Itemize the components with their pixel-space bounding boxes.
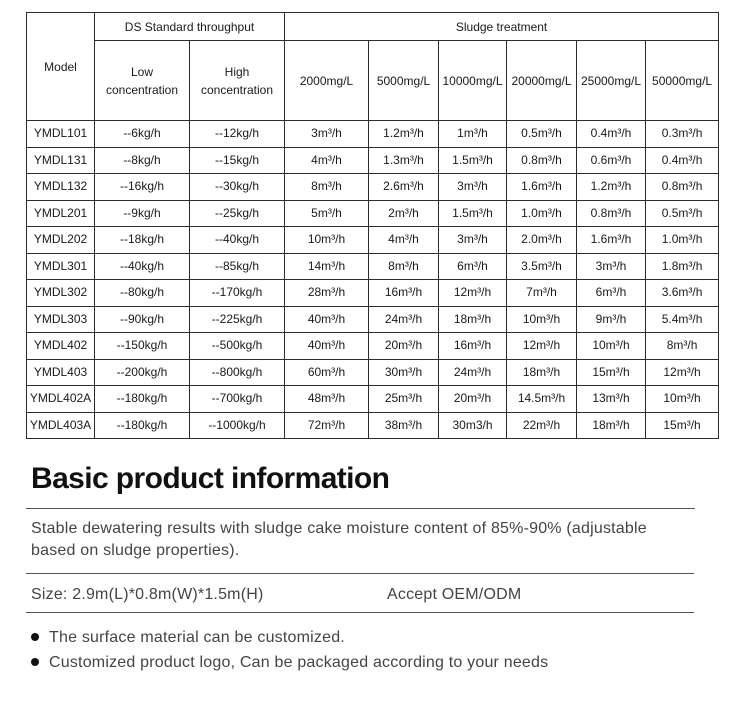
value-cell: 12m³/h — [507, 333, 577, 360]
value-cell: 1m³/h — [439, 121, 507, 148]
model-cell: YMDL402A — [27, 386, 95, 413]
value-cell: 13m³/h — [577, 386, 646, 413]
model-cell: YMDL302 — [27, 280, 95, 307]
table-row — [27, 121, 719, 148]
model-cell: YMDL201 — [27, 200, 95, 227]
value-cell: 10m³/h — [646, 386, 719, 413]
sludge-concentration-header: 5000mg/L — [369, 41, 439, 121]
value-cell: 10m³/h — [577, 333, 646, 360]
table-row — [27, 200, 719, 227]
value-cell: 7m³/h — [507, 280, 577, 307]
value-cell: 1.6m³/h — [507, 174, 577, 201]
spec-divider — [26, 612, 694, 613]
subheader-row — [27, 41, 719, 121]
feature-text: The surface material can be customized. — [49, 629, 345, 646]
value-cell: 4m³/h — [369, 227, 439, 254]
value-cell: 0.5m³/h — [646, 200, 719, 227]
value-cell: 0.8m³/h — [646, 174, 719, 201]
value-cell: --225kg/h — [190, 306, 285, 333]
model-cell: YMDL131 — [27, 147, 95, 174]
model-cell: YMDL301 — [27, 253, 95, 280]
value-cell: 20m³/h — [439, 386, 507, 413]
table-row — [27, 280, 719, 307]
value-cell: 1.3m³/h — [369, 147, 439, 174]
feature-item — [31, 650, 548, 675]
table-row — [27, 306, 719, 333]
model-header: Model — [27, 13, 95, 121]
value-cell: 15m³/h — [646, 412, 719, 439]
value-cell: 6m³/h — [577, 280, 646, 307]
table-row — [27, 412, 719, 439]
size-spec: Size: 2.9m(L)*0.8m(W)*1.5m(H) — [31, 586, 264, 603]
model-cell: YMDL403A — [27, 412, 95, 439]
table-row — [27, 386, 719, 413]
value-cell: --180kg/h — [95, 386, 190, 413]
value-cell: 28m³/h — [285, 280, 369, 307]
spec-table — [26, 12, 719, 439]
value-cell: 3m³/h — [439, 174, 507, 201]
table-row — [27, 253, 719, 280]
value-cell: 9m³/h — [577, 306, 646, 333]
description-text: Stable dewatering results with sludge cake moisture content of 85%-90% (adjustable based on sludge properties). — [31, 520, 647, 559]
value-cell: 40m³/h — [285, 333, 369, 360]
value-cell: 1.2m³/h — [369, 121, 439, 148]
ds-subheader: High concentration — [190, 41, 285, 121]
model-cell: YMDL303 — [27, 306, 95, 333]
sludge-concentration-header: 2000mg/L — [285, 41, 369, 121]
value-cell: 14.5m³/h — [507, 386, 577, 413]
section-title: Basic product information — [31, 462, 390, 495]
value-cell: 1.2m³/h — [577, 174, 646, 201]
value-cell: --12kg/h — [190, 121, 285, 148]
value-cell: 3.5m³/h — [507, 253, 577, 280]
value-cell: 60m³/h — [285, 359, 369, 386]
value-cell: 2m³/h — [369, 200, 439, 227]
table-row — [27, 227, 719, 254]
value-cell: 3m³/h — [285, 121, 369, 148]
value-cell: 1.6m³/h — [577, 227, 646, 254]
model-cell: YMDL101 — [27, 121, 95, 148]
value-cell: 1.8m³/h — [646, 253, 719, 280]
value-cell: 3m³/h — [577, 253, 646, 280]
value-cell: 24m³/h — [369, 306, 439, 333]
value-cell: 1.5m³/h — [439, 200, 507, 227]
value-cell: 2.0m³/h — [507, 227, 577, 254]
sludge-concentration-header: 25000mg/L — [577, 41, 646, 121]
value-cell: --90kg/h — [95, 306, 190, 333]
bullet-icon — [31, 658, 39, 666]
title-divider — [26, 508, 695, 509]
sludge-concentration-header: 20000mg/L — [507, 41, 577, 121]
table-body — [27, 121, 719, 439]
feature-list — [31, 625, 548, 675]
value-cell: 12m³/h — [439, 280, 507, 307]
value-cell: 5m³/h — [285, 200, 369, 227]
value-cell: 18m³/h — [507, 359, 577, 386]
value-cell: --40kg/h — [95, 253, 190, 280]
value-cell: 16m³/h — [439, 333, 507, 360]
value-cell: 2.6m³/h — [369, 174, 439, 201]
model-cell: YMDL202 — [27, 227, 95, 254]
value-cell: --180kg/h — [95, 412, 190, 439]
value-cell: 10m³/h — [507, 306, 577, 333]
value-cell: 1.5m³/h — [439, 147, 507, 174]
value-cell: 3m³/h — [439, 227, 507, 254]
sludge-treatment-header: Sludge treatment — [285, 13, 719, 41]
value-cell: --9kg/h — [95, 200, 190, 227]
value-cell: 0.3m³/h — [646, 121, 719, 148]
description-divider — [26, 573, 694, 574]
value-cell: --500kg/h — [190, 333, 285, 360]
model-cell: YMDL402 — [27, 333, 95, 360]
value-cell: 4m³/h — [285, 147, 369, 174]
ds-throughput-header: DS Standard throughput — [95, 13, 285, 41]
value-cell: 8m³/h — [369, 253, 439, 280]
value-cell: --1000kg/h — [190, 412, 285, 439]
value-cell: 0.4m³/h — [646, 147, 719, 174]
value-cell: --15kg/h — [190, 147, 285, 174]
value-cell: --16kg/h — [95, 174, 190, 201]
value-cell: 0.4m³/h — [577, 121, 646, 148]
value-cell: --40kg/h — [190, 227, 285, 254]
table-row — [27, 174, 719, 201]
sludge-concentration-header: 10000mg/L — [439, 41, 507, 121]
value-cell: 38m³/h — [369, 412, 439, 439]
value-cell: --30kg/h — [190, 174, 285, 201]
value-cell: 0.8m³/h — [507, 147, 577, 174]
value-cell: 0.6m³/h — [577, 147, 646, 174]
value-cell: --170kg/h — [190, 280, 285, 307]
value-cell: 14m³/h — [285, 253, 369, 280]
value-cell: --200kg/h — [95, 359, 190, 386]
value-cell: 48m³/h — [285, 386, 369, 413]
value-cell: --18kg/h — [95, 227, 190, 254]
value-cell: 30m³/h — [369, 359, 439, 386]
value-cell: 5.4m³/h — [646, 306, 719, 333]
value-cell: --800kg/h — [190, 359, 285, 386]
sludge-concentration-header: 50000mg/L — [646, 41, 719, 121]
value-cell: 72m³/h — [285, 412, 369, 439]
value-cell: 15m³/h — [577, 359, 646, 386]
value-cell: 10m³/h — [285, 227, 369, 254]
value-cell: 24m³/h — [439, 359, 507, 386]
ds-subheader: Low concentration — [95, 41, 190, 121]
bullet-icon — [31, 633, 39, 641]
value-cell: 8m³/h — [285, 174, 369, 201]
value-cell: --700kg/h — [190, 386, 285, 413]
table-row — [27, 359, 719, 386]
value-cell: --25kg/h — [190, 200, 285, 227]
feature-text: Customized product logo, Can be packaged according to your needs — [49, 654, 549, 671]
model-cell: YMDL132 — [27, 174, 95, 201]
value-cell: 0.5m³/h — [507, 121, 577, 148]
value-cell: 30m3/h — [439, 412, 507, 439]
value-cell: 16m³/h — [369, 280, 439, 307]
value-cell: 8m³/h — [646, 333, 719, 360]
oem-note: Accept OEM/ODM — [387, 586, 522, 603]
value-cell: 25m³/h — [369, 386, 439, 413]
value-cell: 40m³/h — [285, 306, 369, 333]
table-row — [27, 147, 719, 174]
value-cell: 6m³/h — [439, 253, 507, 280]
value-cell: 0.8m³/h — [577, 200, 646, 227]
value-cell: 1.0m³/h — [646, 227, 719, 254]
value-cell: 18m³/h — [577, 412, 646, 439]
value-cell: --85kg/h — [190, 253, 285, 280]
value-cell: 3.6m³/h — [646, 280, 719, 307]
value-cell: 22m³/h — [507, 412, 577, 439]
value-cell: 18m³/h — [439, 306, 507, 333]
value-cell: --150kg/h — [95, 333, 190, 360]
value-cell: --80kg/h — [95, 280, 190, 307]
model-cell: YMDL403 — [27, 359, 95, 386]
value-cell: --6kg/h — [95, 121, 190, 148]
value-cell: --8kg/h — [95, 147, 190, 174]
value-cell: 12m³/h — [646, 359, 719, 386]
table-row — [27, 333, 719, 360]
feature-item — [31, 625, 548, 650]
value-cell: 1.0m³/h — [507, 200, 577, 227]
value-cell: 20m³/h — [369, 333, 439, 360]
